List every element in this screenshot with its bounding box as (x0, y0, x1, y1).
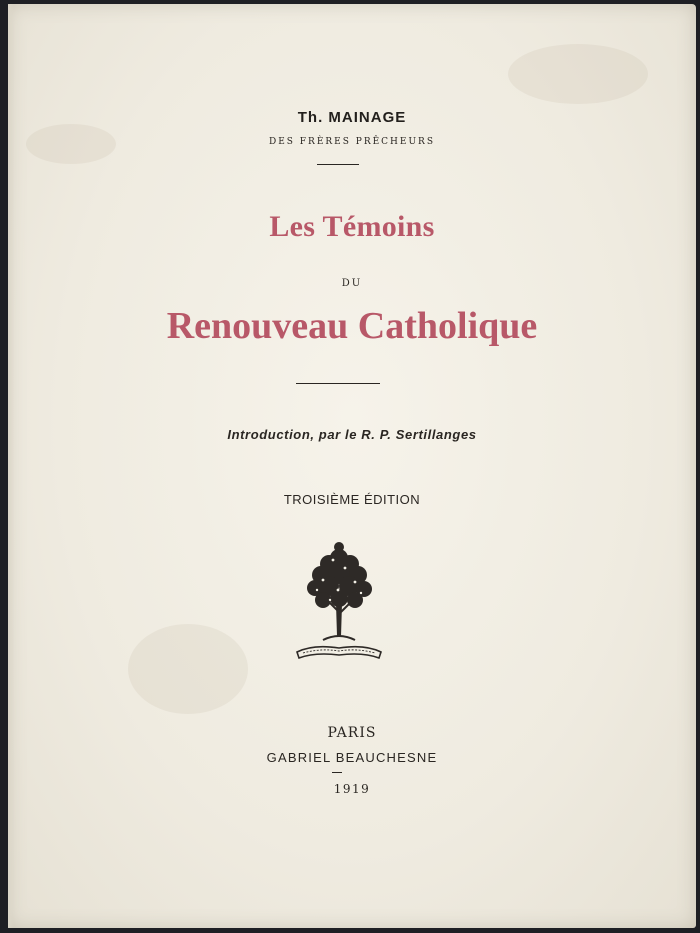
introduction-credit: Introduction, par le R. P. Sertillanges (227, 427, 477, 442)
publisher-name: GABRIEL BEAUCHESNE (266, 750, 438, 765)
author-name: Th. MAINAGE (297, 109, 407, 126)
paper-stain (508, 44, 648, 104)
tree-emblem-icon (293, 540, 385, 666)
divider-rule (317, 164, 359, 165)
book-title-line1: Les Témoins (269, 210, 435, 243)
publication-city: PARIS (327, 725, 377, 741)
book-title-connector: DU (341, 278, 363, 289)
edition-label: TROISIÈME ÉDITION (283, 492, 421, 507)
paper-stain (128, 624, 248, 714)
author-order: DES FRÈRES PRÊCHEURS (268, 137, 435, 147)
publication-year: 1919 (333, 782, 371, 796)
book-title-line2: Renouveau Catholique (166, 305, 538, 347)
divider-rule (296, 383, 380, 384)
book-cover (8, 4, 696, 928)
divider-rule (332, 772, 342, 773)
